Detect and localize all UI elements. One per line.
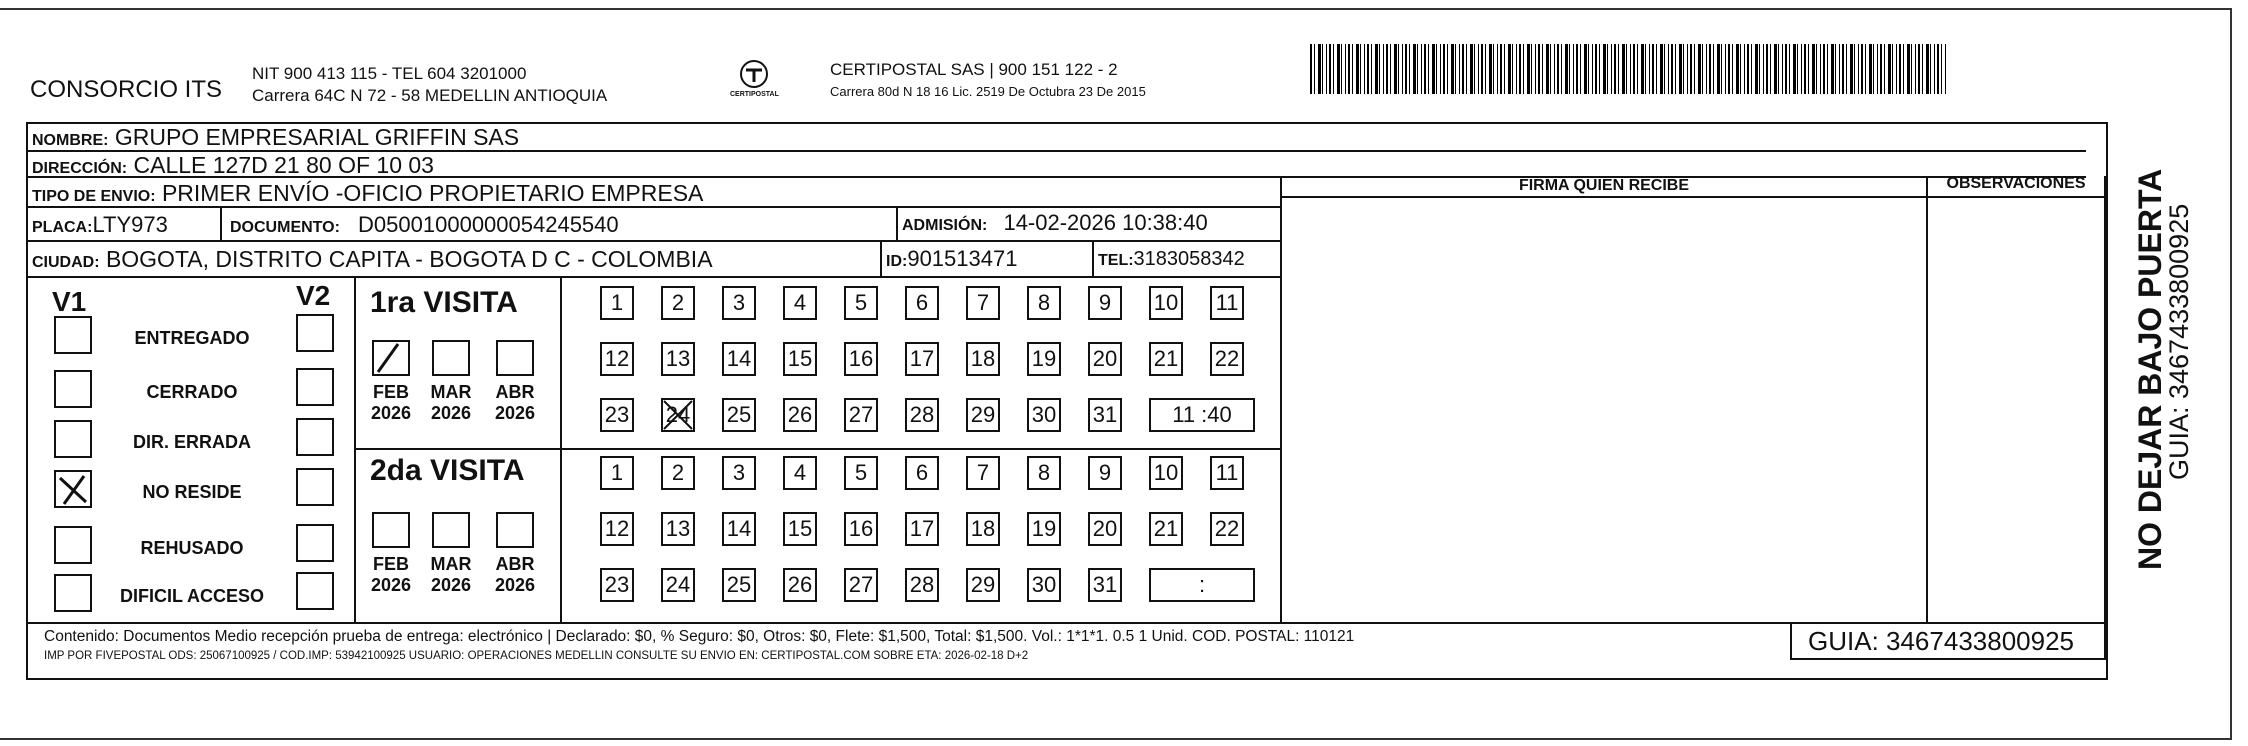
day-box[interactable]	[1149, 342, 1183, 376]
day-number: 20	[1092, 516, 1118, 541]
day-number: 23	[604, 402, 630, 427]
month-label	[366, 554, 416, 596]
row-line	[26, 276, 1282, 278]
day-box[interactable]	[600, 286, 634, 320]
day-number: 22	[1214, 346, 1240, 371]
day-number: 5	[854, 460, 868, 485]
col-line	[1092, 242, 1094, 276]
month-year: 2026	[494, 403, 536, 423]
check-mark-icon	[56, 472, 90, 506]
day-box[interactable]	[1088, 568, 1122, 602]
day-number: 30	[1031, 402, 1057, 427]
month-name: MAR	[430, 382, 472, 402]
day-number: 4	[793, 290, 807, 315]
month-year: 2026	[370, 403, 412, 423]
day-box[interactable]	[722, 342, 756, 376]
day-box[interactable]	[844, 342, 878, 376]
day-box[interactable]	[1210, 342, 1244, 376]
day-box[interactable]	[1027, 342, 1061, 376]
direccion-label: DIRECCIÓN:	[32, 160, 128, 177]
day-box[interactable]	[661, 342, 695, 376]
row-line	[354, 448, 1280, 450]
month-checkbox[interactable]	[496, 512, 534, 548]
day-number: 8	[1037, 460, 1051, 485]
side-guia: GUIA: 3467433800925	[2164, 203, 2194, 480]
placa-label: PLACA:	[32, 219, 93, 236]
day-box[interactable]	[783, 456, 817, 490]
footer-guia: GUIA: 3467433800925	[1808, 626, 2074, 656]
day-number: 12	[604, 346, 630, 371]
day-box[interactable]	[966, 342, 1000, 376]
month-label	[490, 382, 540, 424]
status-label: CERRADO	[146, 382, 238, 402]
tipo-label: TIPO DE ENVIO:	[32, 188, 156, 205]
id-row	[886, 246, 1017, 272]
time-value: 11 :40	[1172, 402, 1232, 427]
day-box[interactable]	[661, 286, 695, 320]
day-number: 24	[665, 402, 691, 427]
day-number: 19	[1031, 516, 1057, 541]
tel-value: 3183058342	[1133, 248, 1245, 270]
check-mark-icon	[374, 342, 408, 374]
day-box[interactable]	[905, 512, 939, 546]
certipostal-logo	[726, 58, 782, 102]
day-box[interactable]	[844, 398, 878, 432]
day-box[interactable]	[600, 456, 634, 490]
day-number: 12	[604, 516, 630, 541]
day-number: 3	[732, 460, 746, 485]
day-box[interactable]	[722, 512, 756, 546]
day-number: 29	[970, 572, 996, 597]
day-box[interactable]	[966, 568, 1000, 602]
day-number: 31	[1092, 572, 1118, 597]
day-number: 18	[970, 346, 996, 371]
day-box[interactable]	[600, 342, 634, 376]
day-number: 22	[1214, 516, 1240, 541]
company-address: Carrera 64C N 72 - 58 MEDELLIN ANTIOQUIA	[252, 86, 608, 105]
v2-checkbox[interactable]	[296, 572, 334, 610]
status-label: ENTREGADO	[134, 328, 250, 348]
day-box[interactable]	[1210, 512, 1244, 546]
footer-contenido: Contenido: Documentos Medio recepción prueba de entrega: electrónico | Declarado: $0, % Seguro: $0, Otros: $0, Flete: $1,500, Total: $1,500. Vol.: 1*1*1. 0.5 1 Unid. COD. POSTAL: 110121	[44, 628, 1355, 645]
day-box[interactable]	[1027, 398, 1061, 432]
cross-mark-icon	[661, 398, 695, 432]
day-box[interactable]	[783, 286, 817, 320]
day-number: 27	[848, 402, 874, 427]
v2-checkbox[interactable]	[296, 368, 334, 406]
month-checkbox[interactable]	[432, 512, 470, 548]
day-number: 13	[665, 346, 691, 371]
day-number: 24	[665, 572, 691, 597]
side-warning: NO DEJAR BAJO PUERTA	[2132, 168, 2168, 570]
day-number: 13	[665, 516, 691, 541]
day-box[interactable]	[1027, 286, 1061, 320]
day-box[interactable]	[1210, 456, 1244, 490]
day-box[interactable]	[1027, 456, 1061, 490]
day-box[interactable]	[844, 456, 878, 490]
status-label: DIR. ERRADA	[132, 432, 251, 452]
row-line	[1282, 196, 2104, 198]
col-line	[1926, 176, 1928, 622]
month-name: FEB	[373, 554, 409, 574]
month-year: 2026	[370, 575, 412, 595]
day-number: 28	[909, 402, 935, 427]
day-number: 14	[726, 516, 752, 541]
day-box[interactable]	[966, 456, 1000, 490]
v1-checkbox[interactable]	[54, 316, 92, 354]
day-box[interactable]	[600, 512, 634, 546]
day-box[interactable]	[905, 456, 939, 490]
certipostal-address: Carrera 80d N 18 16 Lic. 2519 De Octubra 23 De 2015	[830, 84, 1146, 99]
day-number: 9	[1098, 460, 1112, 485]
id-value: 901513471	[907, 246, 1018, 271]
day-box[interactable]	[1088, 512, 1122, 546]
day-number: 10	[1153, 460, 1179, 485]
second-visit-title: 2da VISITA	[370, 454, 525, 487]
tipo-value: PRIMER ENVÍO -OFICIO PROPIETARIO EMPRESA	[161, 180, 704, 206]
month-name: MAR	[430, 554, 472, 574]
time-box[interactable]	[1149, 398, 1255, 432]
day-number: 15	[787, 516, 813, 541]
footer-imp: IMP POR FIVEPOSTAL ODS: 25067100925 / COD.IMP: 53942100925 USUARIO: OPERACIONES MEDELLIN CONSULTE SU ENVIO EN: CERTIPOSTAL.COM SOBRE ETA: 2026-02-18 D+2	[44, 650, 1029, 662]
day-number: 26	[787, 402, 813, 427]
row-line	[1790, 658, 2106, 660]
v2-label: V2	[296, 280, 331, 311]
ciudad-label: CIUDAD:	[32, 254, 100, 271]
day-number: 2	[671, 290, 685, 315]
time-box[interactable]	[1149, 568, 1255, 602]
day-number: 7	[976, 460, 990, 485]
month-name: ABR	[495, 382, 535, 402]
day-number: 15	[787, 346, 813, 371]
day-number: 18	[970, 516, 996, 541]
company-nit: NIT 900 413 115 - TEL 604 3201000	[252, 64, 527, 83]
documento-row	[230, 212, 619, 238]
documento-value: D05001000000054245540	[358, 212, 619, 237]
day-number: 2	[671, 460, 685, 485]
day-number: 4	[793, 460, 807, 485]
id-label: ID:	[886, 253, 908, 270]
tel-row	[1098, 248, 1245, 271]
v1-label: V1	[52, 286, 87, 317]
month-label	[366, 382, 416, 424]
barcode	[1310, 44, 1946, 94]
day-box[interactable]	[966, 286, 1000, 320]
ciudad-row	[32, 246, 713, 273]
day-number: 3	[732, 290, 746, 315]
direccion-row	[32, 152, 434, 179]
day-box[interactable]	[1027, 512, 1061, 546]
month-year: 2026	[430, 575, 472, 595]
placa-row	[32, 212, 168, 238]
day-number: 7	[976, 290, 990, 315]
day-number: 23	[604, 572, 630, 597]
day-box[interactable]	[600, 398, 634, 432]
day-box[interactable]	[844, 512, 878, 546]
month-checkbox[interactable]	[372, 512, 410, 548]
day-number: 25	[726, 402, 752, 427]
day-box[interactable]	[905, 398, 939, 432]
day-number: 31	[1092, 402, 1118, 427]
tipo-row	[32, 180, 703, 207]
day-box[interactable]	[1088, 456, 1122, 490]
day-box[interactable]	[844, 568, 878, 602]
v1-checkbox[interactable]	[54, 574, 92, 612]
day-number: 16	[848, 516, 874, 541]
day-box[interactable]	[1027, 568, 1061, 602]
row-line	[26, 622, 2106, 624]
day-box[interactable]	[844, 286, 878, 320]
day-number: 28	[909, 572, 935, 597]
day-number: 16	[848, 346, 874, 371]
day-box[interactable]	[966, 398, 1000, 432]
day-box[interactable]	[783, 342, 817, 376]
day-box[interactable]	[783, 568, 817, 602]
day-number: 10	[1153, 290, 1179, 315]
nombre-value: GRUPO EMPRESARIAL GRIFFIN SAS	[114, 124, 520, 150]
v1-checkbox[interactable]	[54, 526, 92, 564]
day-number: 9	[1098, 290, 1112, 315]
v1-checkbox[interactable]	[54, 420, 92, 458]
nombre-label: NOMBRE:	[32, 132, 109, 149]
documento-label: DOCUMENTO:	[230, 219, 340, 236]
day-box[interactable]	[905, 568, 939, 602]
day-number: 11	[1215, 460, 1239, 485]
day-number: 30	[1031, 572, 1057, 597]
placa-value: LTY973	[92, 212, 168, 237]
day-box[interactable]	[661, 568, 695, 602]
day-box[interactable]	[722, 286, 756, 320]
status-label: DIFICIL ACCESO	[119, 586, 264, 606]
day-box[interactable]	[905, 286, 939, 320]
col-line	[2104, 176, 2106, 622]
v2-checkbox[interactable]	[296, 468, 334, 506]
nombre-row	[32, 124, 519, 151]
ciudad-value: BOGOTA, DISTRITO CAPITA - BOGOTA D C - COLOMBIA	[105, 246, 713, 272]
company-name: CONSORCIO ITS	[30, 76, 223, 103]
first-visit-title: 1ra VISITA	[370, 286, 518, 319]
col-line	[220, 208, 222, 240]
day-number: 1	[610, 460, 624, 485]
v2-checkbox[interactable]	[296, 314, 334, 352]
v2-checkbox[interactable]	[296, 524, 334, 562]
month-label	[426, 382, 476, 424]
day-number: 6	[915, 460, 929, 485]
month-label	[426, 554, 476, 596]
admision-value: 14-02-2026 10:38:40	[1003, 210, 1208, 235]
col-line	[2104, 622, 2106, 660]
admision-label: ADMISIÓN:	[902, 217, 988, 234]
observaciones-header: OBSERVACIONES	[1946, 175, 2086, 192]
day-box[interactable]	[661, 512, 695, 546]
month-name: ABR	[495, 554, 535, 574]
v1-checkbox[interactable]	[54, 370, 92, 408]
certipostal-title: CERTIPOSTAL SAS | 900 151 122 - 2	[830, 60, 1118, 79]
day-box[interactable]	[600, 568, 634, 602]
day-number: 14	[726, 346, 752, 371]
day-number: 26	[787, 572, 813, 597]
month-year: 2026	[430, 403, 472, 423]
month-name: FEB	[373, 382, 409, 402]
day-number: 8	[1037, 290, 1051, 315]
day-box[interactable]	[661, 398, 695, 432]
day-box[interactable]	[1088, 342, 1122, 376]
day-number: 21	[1153, 516, 1179, 541]
day-box[interactable]	[905, 342, 939, 376]
day-box[interactable]	[722, 456, 756, 490]
day-number: 21	[1153, 346, 1179, 371]
status-label: REHUSADO	[140, 538, 244, 558]
day-box[interactable]	[1149, 512, 1183, 546]
v2-checkbox[interactable]	[296, 418, 334, 456]
logo-text: CERTIPOSTAL	[730, 91, 779, 98]
day-box[interactable]	[966, 512, 1000, 546]
col-line	[1790, 622, 1792, 660]
day-box[interactable]	[722, 568, 756, 602]
col-line	[896, 208, 898, 240]
day-box[interactable]	[783, 398, 817, 432]
direccion-value: CALLE 127D 21 80 OF 10 03	[133, 152, 434, 178]
day-number: 27	[848, 572, 874, 597]
month-checkbox[interactable]	[432, 340, 470, 376]
day-number: 17	[909, 346, 935, 371]
col-line	[880, 242, 882, 276]
tel-label: TEL:	[1098, 252, 1134, 269]
day-box[interactable]	[1088, 398, 1122, 432]
v1-checkbox[interactable]	[54, 470, 92, 508]
day-number: 6	[915, 290, 929, 315]
col-line	[354, 278, 356, 622]
month-label	[490, 554, 540, 596]
day-box[interactable]	[1088, 286, 1122, 320]
day-box[interactable]	[722, 398, 756, 432]
day-number: 17	[909, 516, 935, 541]
firma-header: FIRMA QUIEN RECIBE	[1518, 177, 1690, 194]
status-label: NO RESIDE	[142, 482, 242, 502]
col-line	[1280, 176, 1282, 622]
day-number: 1	[610, 290, 624, 315]
month-checkbox[interactable]	[496, 340, 534, 376]
col-line	[560, 278, 562, 622]
day-number: 5	[854, 290, 868, 315]
day-box[interactable]	[661, 456, 695, 490]
day-number: 20	[1092, 346, 1118, 371]
day-number: 25	[726, 572, 752, 597]
day-number: 29	[970, 402, 996, 427]
day-box[interactable]	[1210, 286, 1244, 320]
day-box[interactable]	[783, 512, 817, 546]
day-box[interactable]	[1149, 456, 1183, 490]
month-year: 2026	[494, 575, 536, 595]
day-number: 11	[1215, 290, 1239, 315]
day-box[interactable]	[1149, 286, 1183, 320]
day-number: 19	[1031, 346, 1057, 371]
month-checkbox[interactable]	[372, 340, 410, 376]
admision-row	[902, 210, 1208, 236]
time-value: :	[1198, 572, 1206, 597]
